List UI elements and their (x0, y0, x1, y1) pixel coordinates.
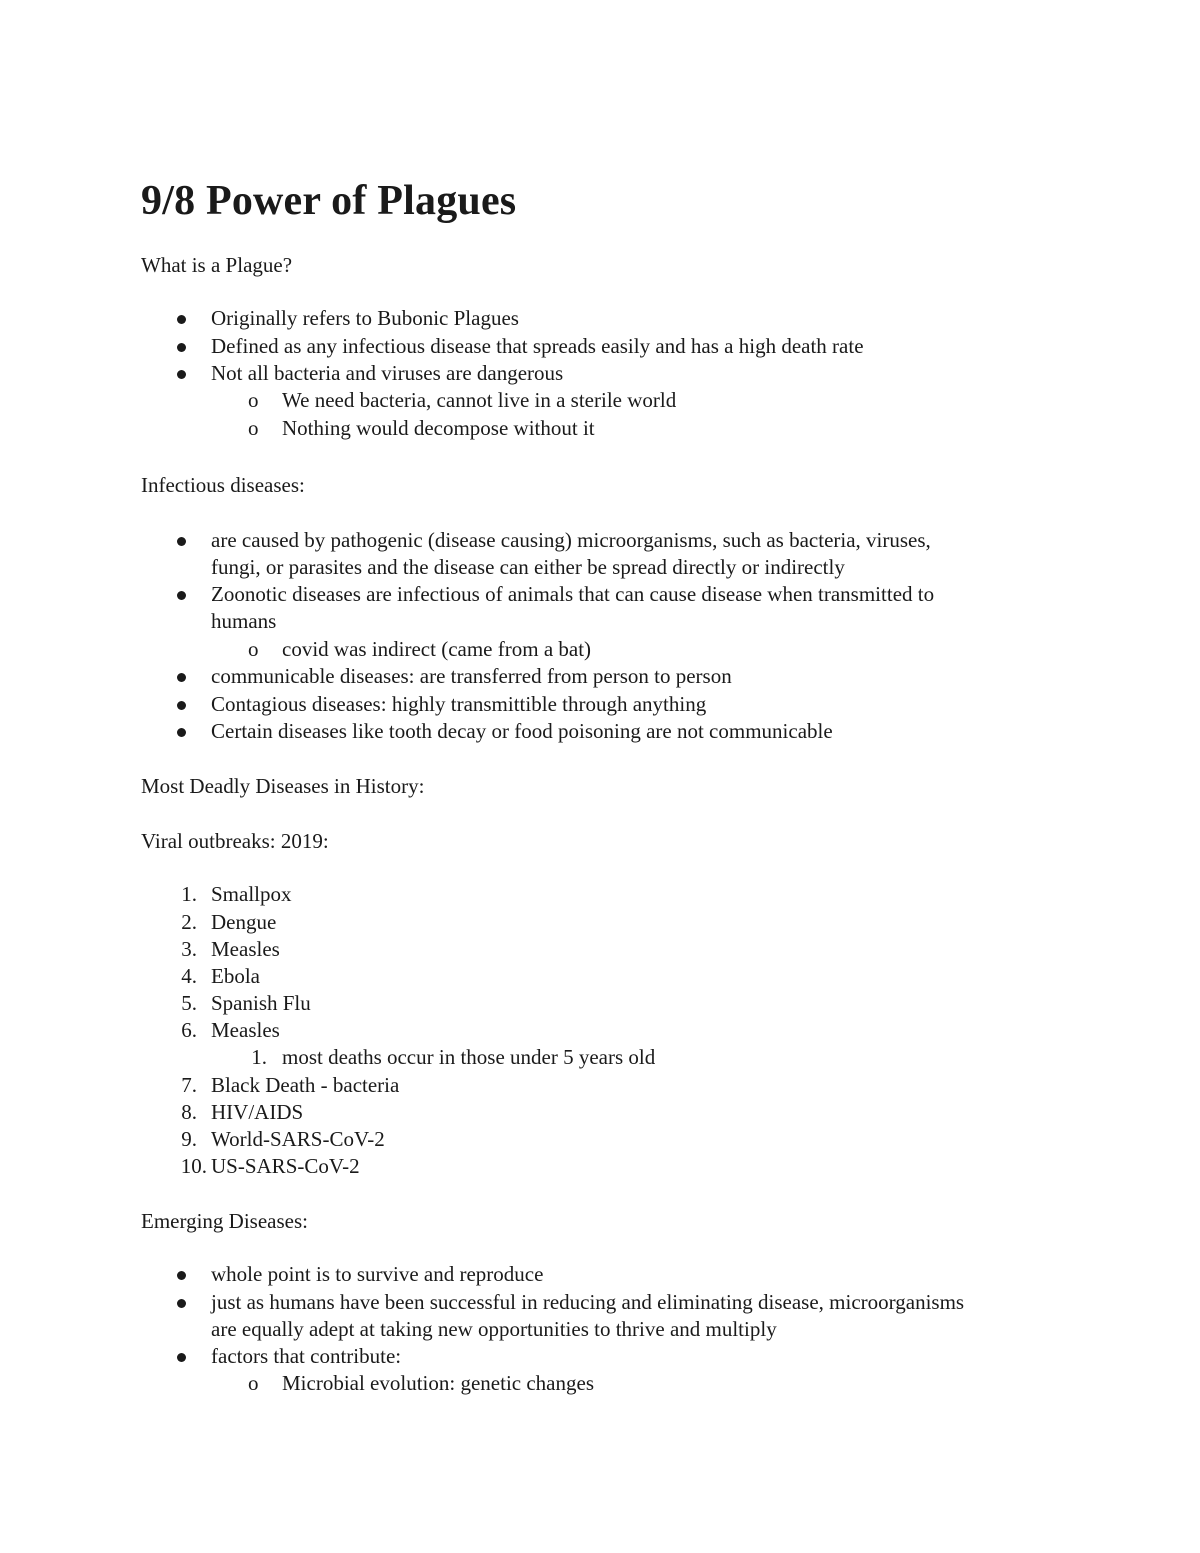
list-number: 5. (181, 991, 197, 1015)
bullet-icon (177, 1271, 186, 1280)
numbered-sub-item: most deaths occur in those under 5 years old (282, 1045, 656, 1069)
sub-list-number: 1. (251, 1045, 267, 1069)
list-number: 4. (181, 964, 197, 988)
numbered-item: Measles (211, 937, 280, 961)
list-number: 1. (181, 882, 197, 906)
bullet-icon (177, 537, 186, 546)
bullet-icon (177, 315, 186, 324)
section-heading-emerging: Emerging Diseases: (141, 1209, 308, 1233)
list-number: 9. (181, 1127, 197, 1151)
bullet-icon (177, 673, 186, 682)
section-heading-infectious: Infectious diseases: (141, 473, 305, 497)
list-item: factors that contribute: (211, 1344, 402, 1368)
sub-list-item: covid was indirect (came from a bat) (282, 637, 592, 661)
numbered-item: Smallpox (211, 882, 292, 906)
list-item: communicable diseases: are transferred from person to person (211, 664, 732, 688)
list-item-continuation: are equally adept at taking new opportunities to thrive and multiply (211, 1317, 777, 1341)
numbered-item: Black Death - bacteria (211, 1073, 400, 1097)
sub-list-item: We need bacteria, cannot live in a sterile world (282, 388, 677, 412)
list-number: 8. (181, 1100, 197, 1124)
sub-bullet-icon: o (248, 637, 259, 661)
list-item-continuation: humans (211, 609, 277, 633)
numbered-item: HIV/AIDS (211, 1100, 304, 1124)
numbered-item: Spanish Flu (211, 991, 311, 1015)
numbered-item: World-SARS-CoV-2 (211, 1127, 385, 1151)
page-title: 9/8 Power of Plagues (141, 178, 517, 224)
bullet-icon (177, 1299, 186, 1308)
list-item: are caused by pathogenic (disease causing) microorganisms, such as bacteria, viruses, (211, 528, 931, 552)
sub-bullet-icon: o (248, 416, 259, 440)
sub-list-item: Nothing would decompose without it (282, 416, 595, 440)
sub-bullet-icon: o (248, 388, 259, 412)
numbered-item: Measles (211, 1018, 280, 1042)
section-subheading-viral: Viral outbreaks: 2019: (141, 829, 329, 853)
bullet-icon (177, 701, 186, 710)
list-item-continuation: fungi, or parasites and the disease can either be spread directly or indirectly (211, 555, 845, 579)
list-item: whole point is to survive and reproduce (211, 1262, 544, 1286)
sub-bullet-icon: o (248, 1371, 259, 1395)
numbered-item: Dengue (211, 910, 277, 934)
list-number: 3. (181, 937, 197, 961)
list-item: Not all bacteria and viruses are dangerous (211, 361, 564, 385)
bullet-icon (177, 591, 186, 600)
list-number: 6. (181, 1018, 197, 1042)
list-item: Zoonotic diseases are infectious of animals that can cause disease when transmitted to (211, 582, 935, 606)
list-number: 7. (181, 1073, 197, 1097)
list-item: Contagious diseases: highly transmittible through anything (211, 692, 707, 716)
list-item: just as humans have been successful in reducing and eliminating disease, microorganisms (211, 1290, 965, 1314)
section-heading-plague: What is a Plague? (141, 253, 293, 277)
list-item: Defined as any infectious disease that spreads easily and has a high death rate (211, 334, 864, 358)
list-item: Originally refers to Bubonic Plagues (211, 306, 519, 330)
numbered-item: US-SARS-CoV-2 (211, 1154, 360, 1178)
bullet-icon (177, 1353, 186, 1362)
list-number: 10. (180, 1154, 207, 1178)
bullet-icon (177, 343, 186, 352)
list-number: 2. (181, 910, 197, 934)
section-heading-deadly: Most Deadly Diseases in History: (141, 774, 425, 798)
list-item: Certain diseases like tooth decay or food poisoning are not communicable (211, 719, 833, 743)
bullet-icon (177, 370, 186, 379)
numbered-item: Ebola (211, 964, 260, 988)
bullet-icon (177, 728, 186, 737)
sub-list-item: Microbial evolution: genetic changes (282, 1371, 594, 1395)
